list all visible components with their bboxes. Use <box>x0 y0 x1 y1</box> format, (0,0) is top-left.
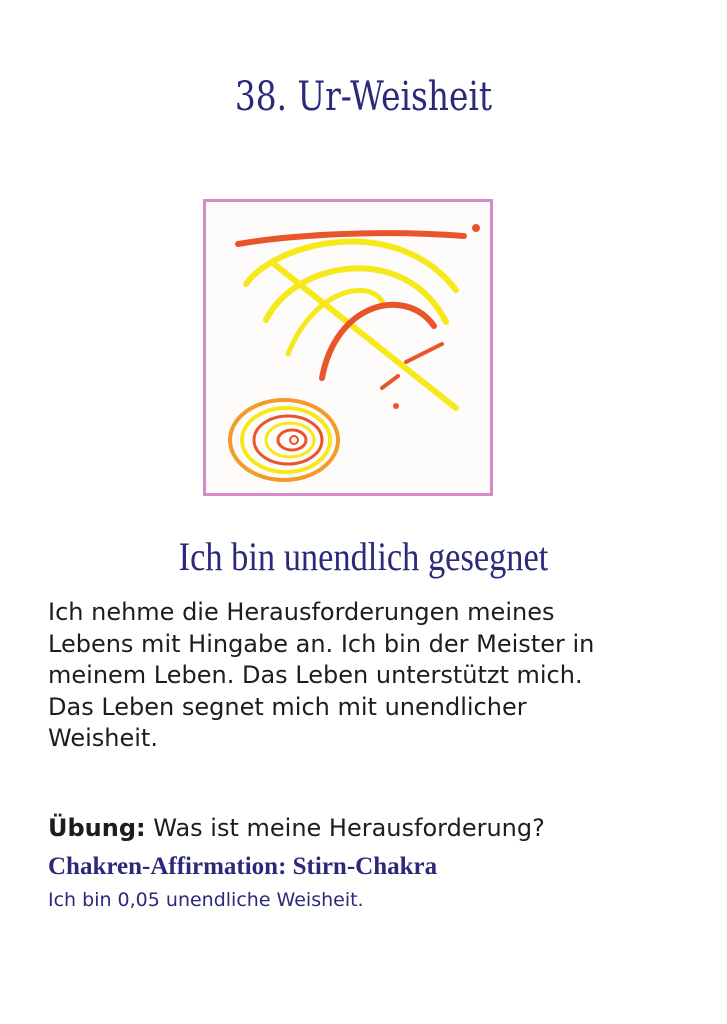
exercise-label: Übung: <box>48 814 146 842</box>
body-line: Weisheit. <box>48 724 158 752</box>
orange-dash-1 <box>406 344 442 362</box>
affirmation-heading: Ich bin unendlich gesegnet <box>178 534 549 579</box>
card-illustration-frame <box>203 199 493 496</box>
orange-dot-small <box>393 403 399 409</box>
spiral-ring-5 <box>278 430 306 450</box>
spiral-center <box>290 436 298 444</box>
chakra-affirmation-text: Ich bin 0,05 unendliche Weisheit. <box>48 889 364 911</box>
affirmation-body <box>48 597 668 755</box>
crayon-drawing <box>206 202 490 493</box>
top-orange-dot <box>472 224 480 232</box>
chakra-affirmation-heading: Chakren-Affirmation: Stirn-Chakra <box>48 853 438 880</box>
orange-dash-2 <box>382 376 398 388</box>
body-line: meinem Leben. Das Leben unterstützt mich. <box>48 661 583 689</box>
body-line: Lebens mit Hingabe an. Ich bin der Meister in <box>48 629 595 658</box>
yellow-diagonal <box>274 264 456 408</box>
body-line: Ich nehme die Herausforderungen meines <box>48 598 555 626</box>
exercise-line <box>48 812 688 844</box>
exercise-text: Was ist meine Herausforderung? <box>145 814 545 842</box>
page-title: 38. Ur-Weisheit <box>234 74 493 120</box>
body-line: Das Leben segnet mich mit unendlicher <box>48 692 527 721</box>
